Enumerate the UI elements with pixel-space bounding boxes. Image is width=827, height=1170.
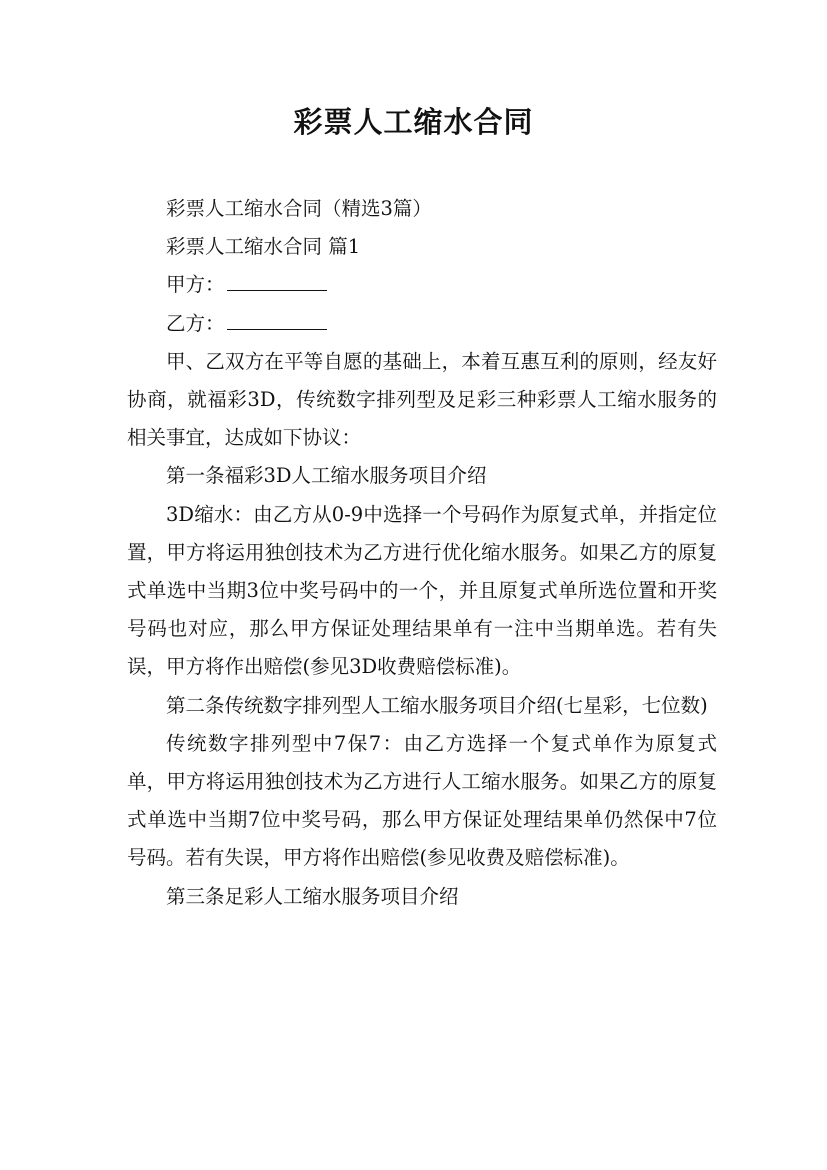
party-b-line xyxy=(127,305,717,343)
party-a-blank xyxy=(227,270,327,291)
article-1-body: 3D缩水：由乙方从0-9中选择一个号码作为原复式单，并指定位置，甲方将运用独创技术为乙方进行优化缩水服务。如果乙方的原复式单选中当期3位中奖号码中的一个，并且原复式单所选位置和开奖号码也对应，那么甲方保证处理结果单有一注中当期单选。若有失误，甲方将作出赔偿(参见3D收费赔偿标准)。 xyxy=(127,502,717,679)
article-1-heading: 第一条福彩3D人工缩水服务项目介绍 xyxy=(166,464,487,488)
article-2-heading: 第二条传统数字排列型人工缩水服务项目介绍(七星彩，七位数) xyxy=(166,693,708,717)
document-body xyxy=(127,190,717,916)
document-subtitle: 彩票人工缩水合同（精选3篇） xyxy=(166,197,432,220)
party-a-line xyxy=(127,266,717,304)
intro-paragraph: 甲、乙双方在平等自愿的基础上，本着互惠互利的原则，经友好协商，就福彩3D，传统数字排列型及足彩三种彩票人工缩水服务的相关事宜，达成如下协议： xyxy=(127,349,717,450)
document-title: 彩票人工缩水合同 xyxy=(293,105,534,139)
party-b-label: 乙方： xyxy=(166,311,225,335)
article-2-body: 传统数字排列型中7保7：由乙方选择一个复式单作为原复式单，甲方将运用独创技术为乙方进行人工缩水服务。如果乙方的原复式单选中当期7位中奖号码，那么甲方保证处理结果单仍然保中7位号码。若有失误，甲方将作出赔偿(参见收费及赔偿标准)。 xyxy=(127,731,717,870)
party-b-blank xyxy=(227,308,327,329)
party-a-label: 甲方： xyxy=(166,273,225,297)
part-heading: 彩票人工缩水合同 篇1 xyxy=(166,235,361,259)
article-3-heading: 第三条足彩人工缩水服务项目介绍 xyxy=(166,884,459,908)
